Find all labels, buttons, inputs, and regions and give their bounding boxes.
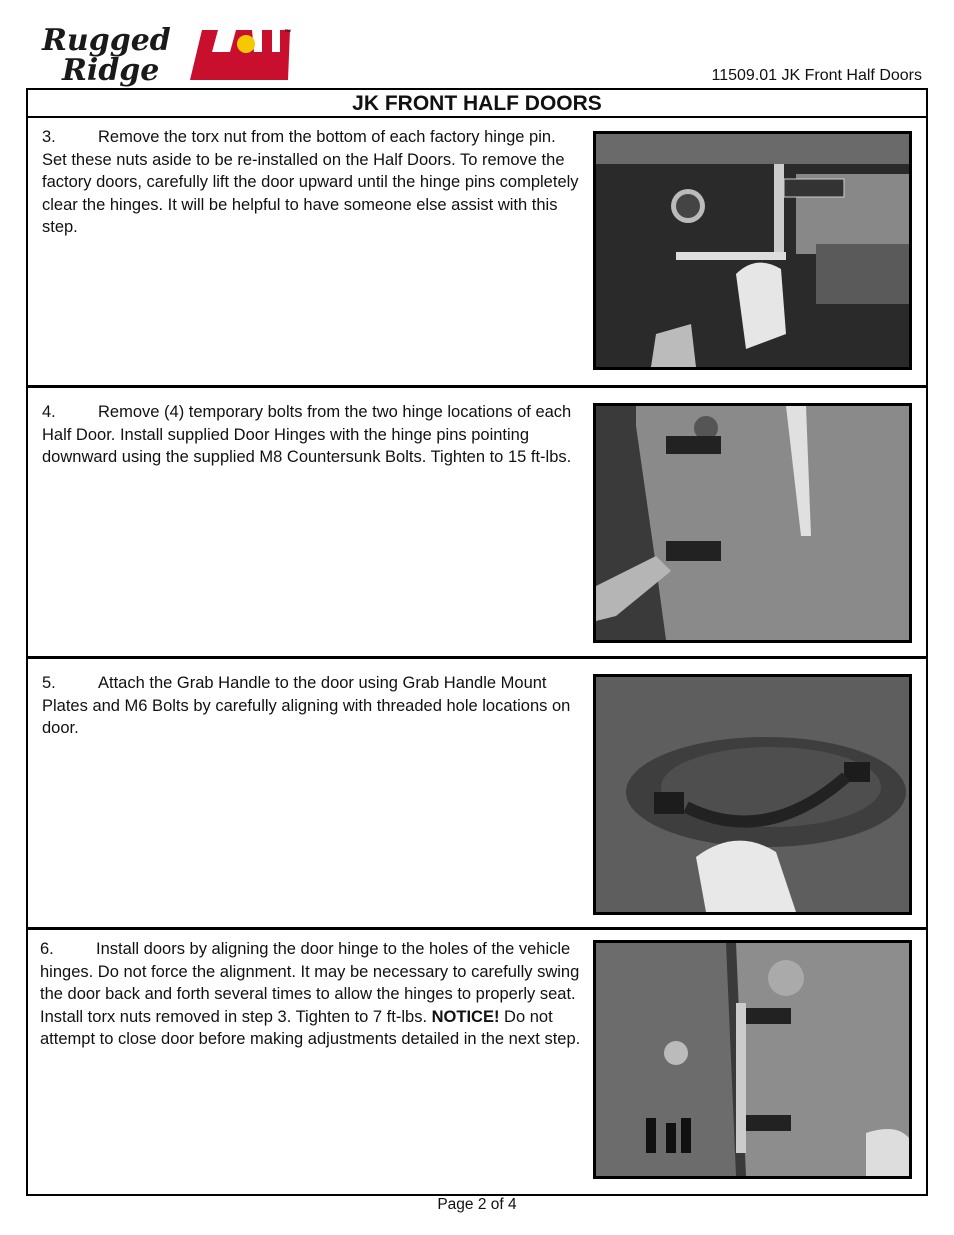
step-3-text: [42, 126, 582, 239]
notice-label: NOTICE!: [431, 1007, 500, 1026]
step-description: Install doors by aligning the door hinge to the holes of the vehicle hinges. Do not force the alignment. It may be necessary to carefully swing the door back and forth several times to allow the hinges to properly seat. Install torx nuts removed in step 3. Tighten to 7 ft-lbs.: [40, 940, 580, 1026]
step-description: Attach the Grab Handle to the door using Grab Handle Mount Plates and M6 Bolts by carefully aligning with threaded hole locations on door.: [42, 674, 571, 737]
page-title: JK FRONT HALF DOORS: [28, 90, 926, 118]
step-5-photo: [593, 674, 912, 915]
step-number: 4.: [42, 403, 56, 421]
instruction-frame: [26, 88, 928, 1196]
page-number: Page 2 of 4: [437, 1196, 517, 1213]
step-6-section: [28, 930, 926, 1192]
svg-text:Ridge: Ridge: [62, 53, 160, 88]
step-5-text: [42, 672, 582, 740]
document-reference: 11509.01 JK Front Half Doors: [711, 67, 922, 84]
step-3-photo: [593, 131, 912, 370]
step-4-text: [42, 401, 582, 469]
svg-text:Rugged: Rugged: [42, 23, 171, 58]
step-description: Remove the torx nut from the bottom of each factory hinge pin. Set these nuts aside to be re-installed on the Half Doors. To remove the factory doors, carefully lift the door upward until the hinge pins completely clear the hinges. It will be helpful to have someone else assist with this step.: [42, 128, 579, 236]
step-number: 3.: [42, 128, 56, 146]
step-number: 5.: [42, 674, 56, 692]
svg-text:™: ™: [284, 29, 291, 36]
step-6-text: [40, 938, 585, 1051]
rugged-ridge-logo: [40, 22, 290, 88]
step-description-continued: Do not attempt to close door before making adjustments detailed in the next step.: [40, 1007, 581, 1048]
step-number: 6.: [40, 940, 54, 958]
step-description: Remove (4) temporary bolts from the two hinge locations of each Half Door. Install supplied Door Hinges with the hinge pins pointing downward using the supplied M8 Countersunk Bolts. Tighten to 15 ft-lbs.: [42, 403, 572, 466]
step-3-section: [28, 118, 926, 388]
step-4-section: [28, 388, 926, 659]
step-6-photo: [593, 940, 912, 1179]
step-4-photo: [593, 403, 912, 643]
step-5-section: [28, 659, 926, 930]
